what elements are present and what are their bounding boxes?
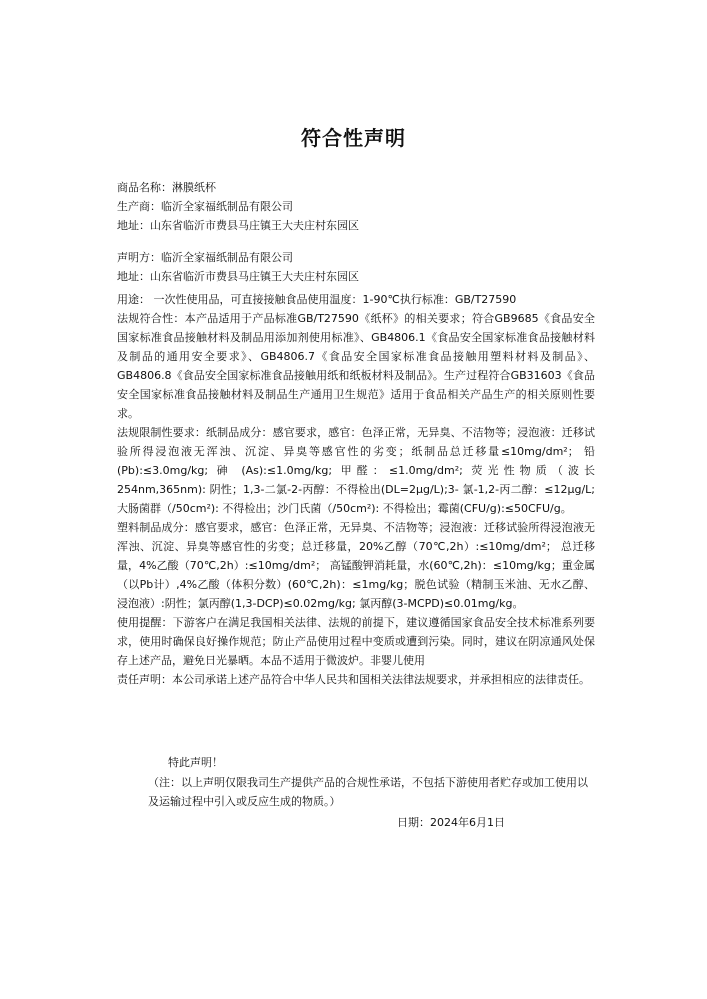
plastic-limits-paragraph: 塑料制品成分：感官要求，感官：色泽正常，无异臭、不洁物等；浸泡液：迁移试验所得浸泡液无浑浊、沉淀、异臭等感官性的劣变；总迁移量，20%乙醇（70℃,2h）:≤10mg/dm²； 总迁移量，4%乙酸（70℃,2h）:≤10mg/dm²； 高锰酸钾消耗量，水(60℃,2h)：≤10mg/kg；重金属（以Pb计）,4%乙酸（体积分数）(60℃,2h)：≤1mg/kg；脱色试验（精制玉米油、无水乙醇、浸泡液）:阴性；氯丙醇(1,3-DCP)≤0.02mg/kg; 氯丙醇(3-MCPD)≤0.01mg/kg。 (117, 521, 595, 610)
responsibility-paragraph: 责任声明：本公司承诺上述产品符合中华人民共和国相关法律法规要求，并承担相应的法律责任。 (117, 673, 590, 686)
declarant-address: 地址：山东省临沂市费县马庄镇王大夫庄村东园区 (117, 270, 359, 283)
producer-address: 地址：山东省临沂市费县马庄镇王大夫庄村东园区 (117, 219, 359, 232)
paper-limits-paragraph: 法规限制性要求：纸制品成分：感官要求，感官：色泽正常，无异臭、不洁物等；浸泡液：迁移试验所得浸泡液无浑浊、沉淀、异臭等感官性的劣变；纸制品总迁移量≤10mg/dm²； 铅(Pb):≤3.0mg/kg; 砷 (As):≤1.0mg/kg; 甲醛：≤1.0mg/dm²; 荧光性物质（波长254nm,365nm): 阴性；1,3-二氯-2-丙醇：不得检出(DL=2μg/L);3- 氯-1,2-丙二醇：≤12μg/L; 大肠菌群（/50cm²): 不得检出；沙门氏菌（/50cm²): 不得检出；霉菌(CFU/g):≤50CFU/g。 (117, 426, 595, 515)
product-name: 商品名称：淋膜纸杯 (117, 181, 216, 194)
document-title: 符合性声明 (301, 126, 406, 150)
declaration-date: 日期：2024年6月1日 (397, 816, 505, 829)
regulation-paragraph: 法规符合性：本产品适用于产品标准GB/T27590《纸杯》的相关要求；符合GB9685《食品安全国家标准食品接触材料及制品用添加剂使用标准》、GB4806.1《食品安全国家标准食品接触材料及制品的通用安全要求》、GB4806.7《食品安全国家标准食品接触用塑料材料及制品》、GB4806.8《食品安全国家标准食品接触用纸和纸板材料及制品》。生产过程符合GB31603《食品安全国家标准食品接触材料及制品生产通用卫生规范》适用于食品相关产品生产的相关原则性要求。 (117, 312, 595, 420)
usage-reminder-paragraph: 使用提醒：下游客户在满足我国相关法律、法规的前提下，建议遵循国家食品安全技术标准系列要求，使用时确保良好操作规范；防止产品使用过程中变质或遭到污染。同时，建议在阴凉通风处保存上述产品，避免日光暴晒。本品不适用于微波炉。非婴儿使用 (117, 616, 595, 667)
declarant-name: 声明方：临沂全家福纸制品有限公司 (117, 251, 293, 264)
declarant-info (117, 248, 595, 286)
producer: 生产商：临沂全家福纸制品有限公司 (117, 200, 293, 213)
usage-paragraph: 用途： 一次性使用品，可直接接触食品使用温度：1-90℃执行标准：GB/T27590 (117, 293, 517, 306)
disclaimer-note: （注：以上声明仅限我司生产提供产品的合规性承诺，不包括下游使用者贮存或加工使用以及运输过程中引入或反应生成的物质。） (148, 776, 588, 808)
closing-statement: 特此声明！ (168, 756, 223, 769)
product-info (117, 178, 595, 235)
declaration-body (117, 290, 595, 689)
